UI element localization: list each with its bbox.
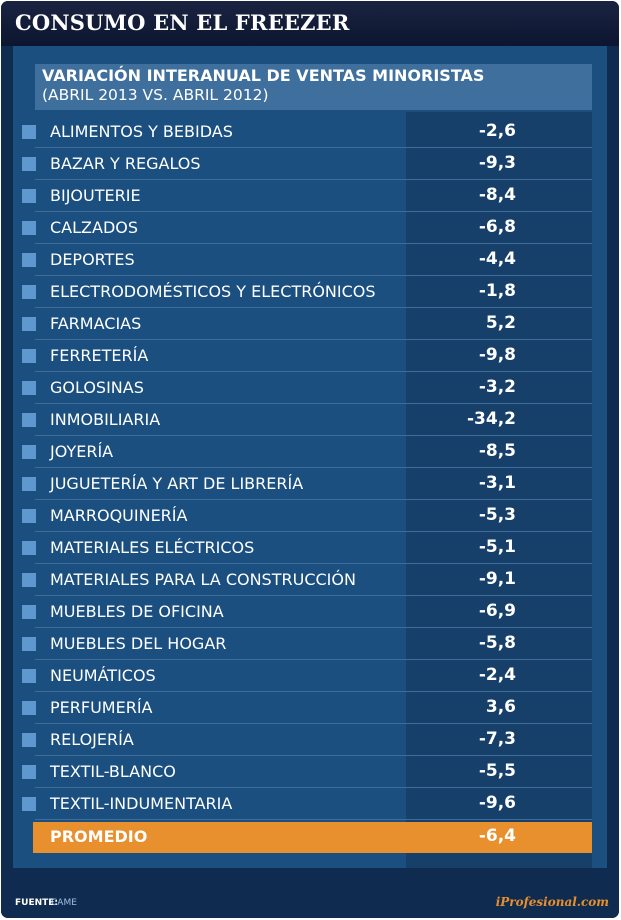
row-value: -5,8: [478, 633, 516, 653]
square-bullet-icon: [22, 733, 36, 747]
row-label: TEXTIL-BLANCO: [50, 762, 176, 781]
brand-logo: iProfesional.com: [495, 895, 609, 909]
row-label: MUEBLES DEL HOGAR: [50, 634, 227, 653]
table-header: [35, 64, 592, 110]
row-value: -7,3: [478, 729, 516, 749]
row-label: ELECTRODOMÉSTICOS Y ELECTRÓNICOS: [50, 282, 376, 301]
row-value: -6,9: [478, 601, 516, 621]
row-value: -34,2: [467, 409, 516, 429]
page-title: CONSUMO EN EL FREEZER: [15, 10, 350, 35]
row-value: -4,4: [478, 249, 516, 269]
row-label: MARROQUINERÍA: [50, 506, 188, 525]
row-label: BIJOUTERIE: [50, 186, 141, 205]
table-row: [13, 628, 607, 660]
row-value: -3,2: [478, 377, 516, 397]
table-subtitle: (ABRIL 2013 VS. ABRIL 2012): [42, 86, 269, 104]
average-value: -6,4: [478, 826, 516, 846]
row-value: -5,1: [478, 537, 516, 557]
row-label: RELOJERÍA: [50, 730, 134, 749]
table-row: [13, 276, 607, 308]
table-row: [13, 724, 607, 756]
row-value: -8,5: [478, 441, 516, 461]
average-row: [33, 822, 592, 853]
table-row: [13, 436, 607, 468]
row-label: JUGUETERÍA Y ART DE LIBRERÍA: [50, 474, 304, 493]
square-bullet-icon: [22, 349, 36, 363]
row-value: -3,1: [478, 473, 516, 493]
row-label: INMOBILIARIA: [50, 410, 161, 429]
table-row: [13, 148, 607, 180]
row-label: BAZAR Y REGALOS: [50, 154, 201, 173]
row-label: MUEBLES DE OFICINA: [50, 602, 224, 621]
square-bullet-icon: [22, 445, 36, 459]
square-bullet-icon: [22, 189, 36, 203]
square-bullet-icon: [22, 381, 36, 395]
table-row: [13, 532, 607, 564]
table-panel: [13, 46, 607, 868]
row-value: 5,2: [485, 313, 516, 333]
table-row: [13, 404, 607, 436]
table-rows: [13, 116, 607, 820]
source-value: CAME: [51, 898, 77, 908]
row-label: MATERIALES ELÉCTRICOS: [50, 538, 255, 557]
footer: [1, 868, 619, 918]
table-row: [13, 116, 607, 148]
square-bullet-icon: [22, 605, 36, 619]
square-bullet-icon: [22, 541, 36, 555]
table-row: [13, 692, 607, 724]
row-label: DEPORTES: [50, 250, 135, 269]
table-row: [13, 372, 607, 404]
row-value: -6,8: [478, 217, 516, 237]
table-row: [13, 500, 607, 532]
table-row: [13, 756, 607, 788]
table-title: VARIACIÓN INTERANUAL DE VENTAS MINORISTAS: [42, 66, 485, 85]
row-value: -1,8: [478, 281, 516, 301]
row-label: ALIMENTOS Y BEBIDAS: [50, 122, 233, 141]
row-label: NEUMÁTICOS: [50, 666, 156, 685]
row-value: -5,5: [478, 761, 516, 781]
square-bullet-icon: [22, 285, 36, 299]
table-row: [13, 596, 607, 628]
row-label: GOLOSINAS: [50, 378, 144, 397]
square-bullet-icon: [22, 797, 36, 811]
square-bullet-icon: [22, 637, 36, 651]
row-value: -8,4: [478, 185, 516, 205]
square-bullet-icon: [22, 573, 36, 587]
row-value: -5,3: [478, 505, 516, 525]
row-value: -9,8: [478, 345, 516, 365]
table-row: [13, 212, 607, 244]
row-value: -2,6: [478, 121, 516, 141]
row-value: -9,1: [478, 569, 516, 589]
square-bullet-icon: [22, 413, 36, 427]
row-label: MATERIALES PARA LA CONSTRUCCIÓN: [50, 570, 356, 589]
row-value: -9,6: [478, 793, 516, 813]
row-value: -2,4: [478, 665, 516, 685]
source-label: FUENTE:: [15, 898, 59, 908]
square-bullet-icon: [22, 477, 36, 491]
row-label: FERRETERÍA: [50, 346, 149, 365]
row-label: CALZADOS: [50, 218, 139, 237]
square-bullet-icon: [22, 765, 36, 779]
square-bullet-icon: [22, 701, 36, 715]
table-row: [13, 660, 607, 692]
row-label: PERFUMERÍA: [50, 698, 153, 717]
square-bullet-icon: [22, 157, 36, 171]
infographic-frame: [1, 1, 619, 918]
square-bullet-icon: [22, 125, 36, 139]
row-label: JOYERÍA: [50, 442, 114, 461]
square-bullet-icon: [22, 253, 36, 267]
table-row: [13, 564, 607, 596]
square-bullet-icon: [22, 669, 36, 683]
row-label: TEXTIL-INDUMENTARIA: [50, 794, 233, 813]
row-value: -9,3: [478, 153, 516, 173]
table-row: [13, 340, 607, 372]
square-bullet-icon: [22, 317, 36, 331]
row-divider: [35, 819, 592, 820]
table-row: [13, 308, 607, 340]
square-bullet-icon: [22, 221, 36, 235]
average-label: PROMEDIO: [50, 827, 148, 846]
row-label: FARMACIAS: [50, 314, 142, 333]
title-bar: [1, 1, 619, 46]
row-value: 3,6: [485, 697, 516, 717]
square-bullet-icon: [22, 509, 36, 523]
table-row: [13, 468, 607, 500]
table-row: [13, 244, 607, 276]
table-row: [13, 180, 607, 212]
table-row: [13, 788, 607, 820]
